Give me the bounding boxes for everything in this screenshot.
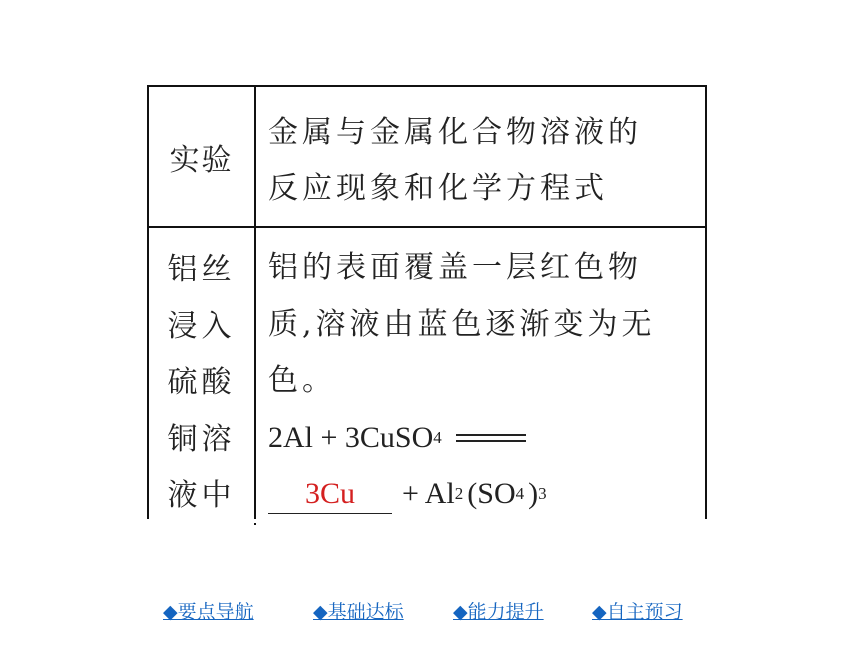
experiment-name-line: 浸入 [167,308,236,344]
product-aluminum: + Al [402,477,455,510]
nav-ability-improvement-link[interactable]: ◆能力提升 [453,601,544,623]
experiment-name-line: 铜溶 [167,421,236,457]
experiment-name-line: 硫酸 [167,365,236,400]
experiment-name-cell [149,228,256,525]
header-experiment-label: 实验 [169,142,234,178]
nav-key-points-link[interactable]: ◆要点导航 [163,601,254,623]
header-description-cell [256,87,705,228]
nav-self-preview-link[interactable]: ◆自主预习 [592,601,683,623]
header-description-line1: 金属与金属化合物溶液的 [268,115,642,150]
equation-reactants: 2Al + 3CuSO [268,420,434,454]
closing-paren: ) [528,477,539,510]
header-experiment-cell [149,87,256,228]
answer-blank: 3Cu [268,475,392,514]
phenomenon-line: 色。 [268,363,336,398]
experiment-table [147,85,707,522]
phenomenon-cell [256,228,705,525]
experiment-name-line: 铝丝 [167,252,236,287]
nav-basic-standards-link[interactable]: ◆基础达标 [313,601,404,623]
group-subscript: 3 [538,484,547,503]
experiment-name-line: 液中 [167,478,236,513]
sulfate-subscript: 4 [433,427,442,447]
sulfate-subscript: 4 [515,484,525,503]
product-sulfate: (SO [467,477,516,510]
equation-line-2 [268,466,695,523]
equation-line-1 [268,410,695,467]
equals-sign [456,434,526,442]
bottom-navigation [0,597,860,621]
phenomenon-line: 铝的表面覆盖一层红色物 [268,250,642,285]
aluminum-subscript: 2 [454,484,464,503]
header-description-line2: 反应现象和化学方程式 [268,171,608,206]
phenomenon-line: 质,溶液由蓝色逐渐变为无 [268,306,656,342]
